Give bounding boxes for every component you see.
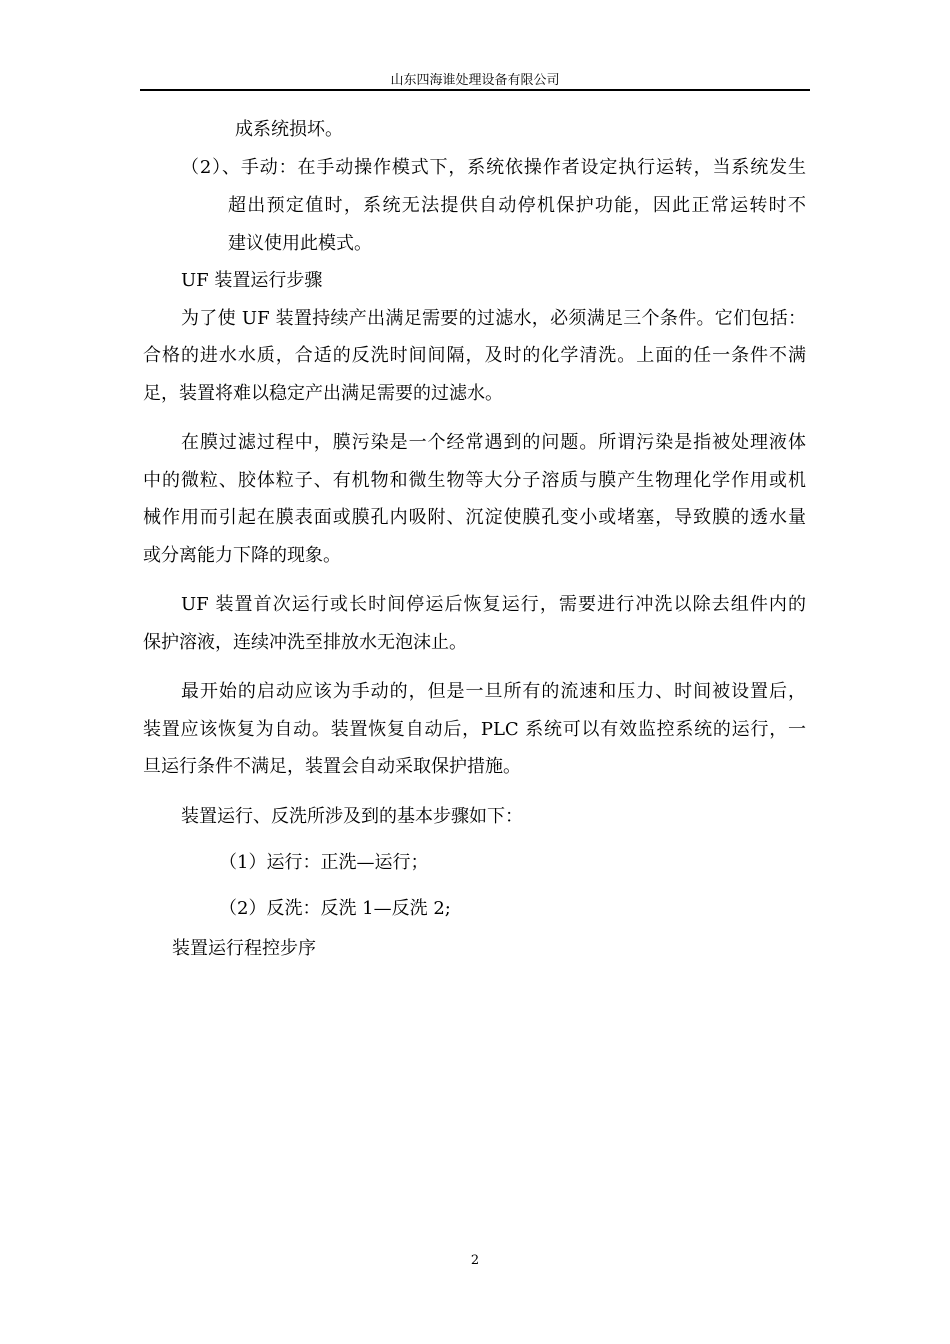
manual-mode-line-2: 超出预定值时，系统无法提供自动停机保护功能，因此正常运转时不 [228, 195, 806, 216]
para2-line-3: 械作用而引起在膜表面或膜孔内吸附、沉淀使膜孔变小或堵塞，导致膜的透水量 [143, 507, 806, 528]
header-divider [140, 89, 810, 91]
manual-mode-line-3: 建议使用此模式。 [228, 233, 372, 254]
continued-text-line: 成系统损坏。 [235, 119, 343, 140]
para4-line-1: 最开始的启动应该为手动的，但是一旦所有的流速和压力、时间被设置后， [181, 681, 806, 702]
para2-line-4: 或分离能力下降的现象。 [143, 545, 341, 566]
section-title-uf-steps: UF 装置运行步骤 [181, 270, 323, 291]
para3-line-1: UF 装置首次运行或长时间停运后恢复运行，需要进行冲洗以除去组件内的 [181, 594, 806, 615]
para5-line-1: 装置运行、反洗所涉及到的基本步骤如下： [181, 806, 523, 827]
para2-line-2: 中的微粒、胶体粒子、有机物和微生物等大分子溶质与膜产生物理化学作用或机 [143, 470, 806, 491]
page-header-company: 山东四海谁处理设备有限公司 [390, 73, 560, 88]
para4-line-3: 旦运行条件不满足，装置会自动采取保护措施。 [143, 756, 521, 777]
para3-line-2: 保护溶液，连续冲洗至排放水无泡沫止。 [143, 632, 467, 653]
para1-line-3: 足，装置将难以稳定产出满足需要的过滤水。 [143, 383, 503, 404]
para1-line-2: 合格的进水水质，合适的反洗时间间隔，及时的化学清洗。上面的任一条件不满 [143, 345, 806, 366]
para4-line-2: 装置应该恢复为自动。装置恢复自动后，PLC 系统可以有效监控系统的运行，一 [143, 719, 806, 740]
para1-line-1: 为了使 UF 装置持续产出满足需要的过滤水，必须满足三个条件。它们包括： [181, 308, 806, 329]
subsection-title-program-steps: 装置运行程控步序 [172, 938, 316, 959]
step-item-backwash: （2）反洗：反洗 1—反洗 2; [219, 898, 451, 919]
step-item-run: （1）运行：正洗—运行； [219, 852, 429, 873]
page-number: 2 [470, 1253, 480, 1268]
manual-mode-line-1: （2）、手动：在手动操作模式下，系统依操作者设定执行运转，当系统发生 [181, 157, 806, 178]
para2-line-1: 在膜过滤过程中，膜污染是一个经常遇到的问题。所谓污染是指被处理液体 [181, 432, 806, 453]
